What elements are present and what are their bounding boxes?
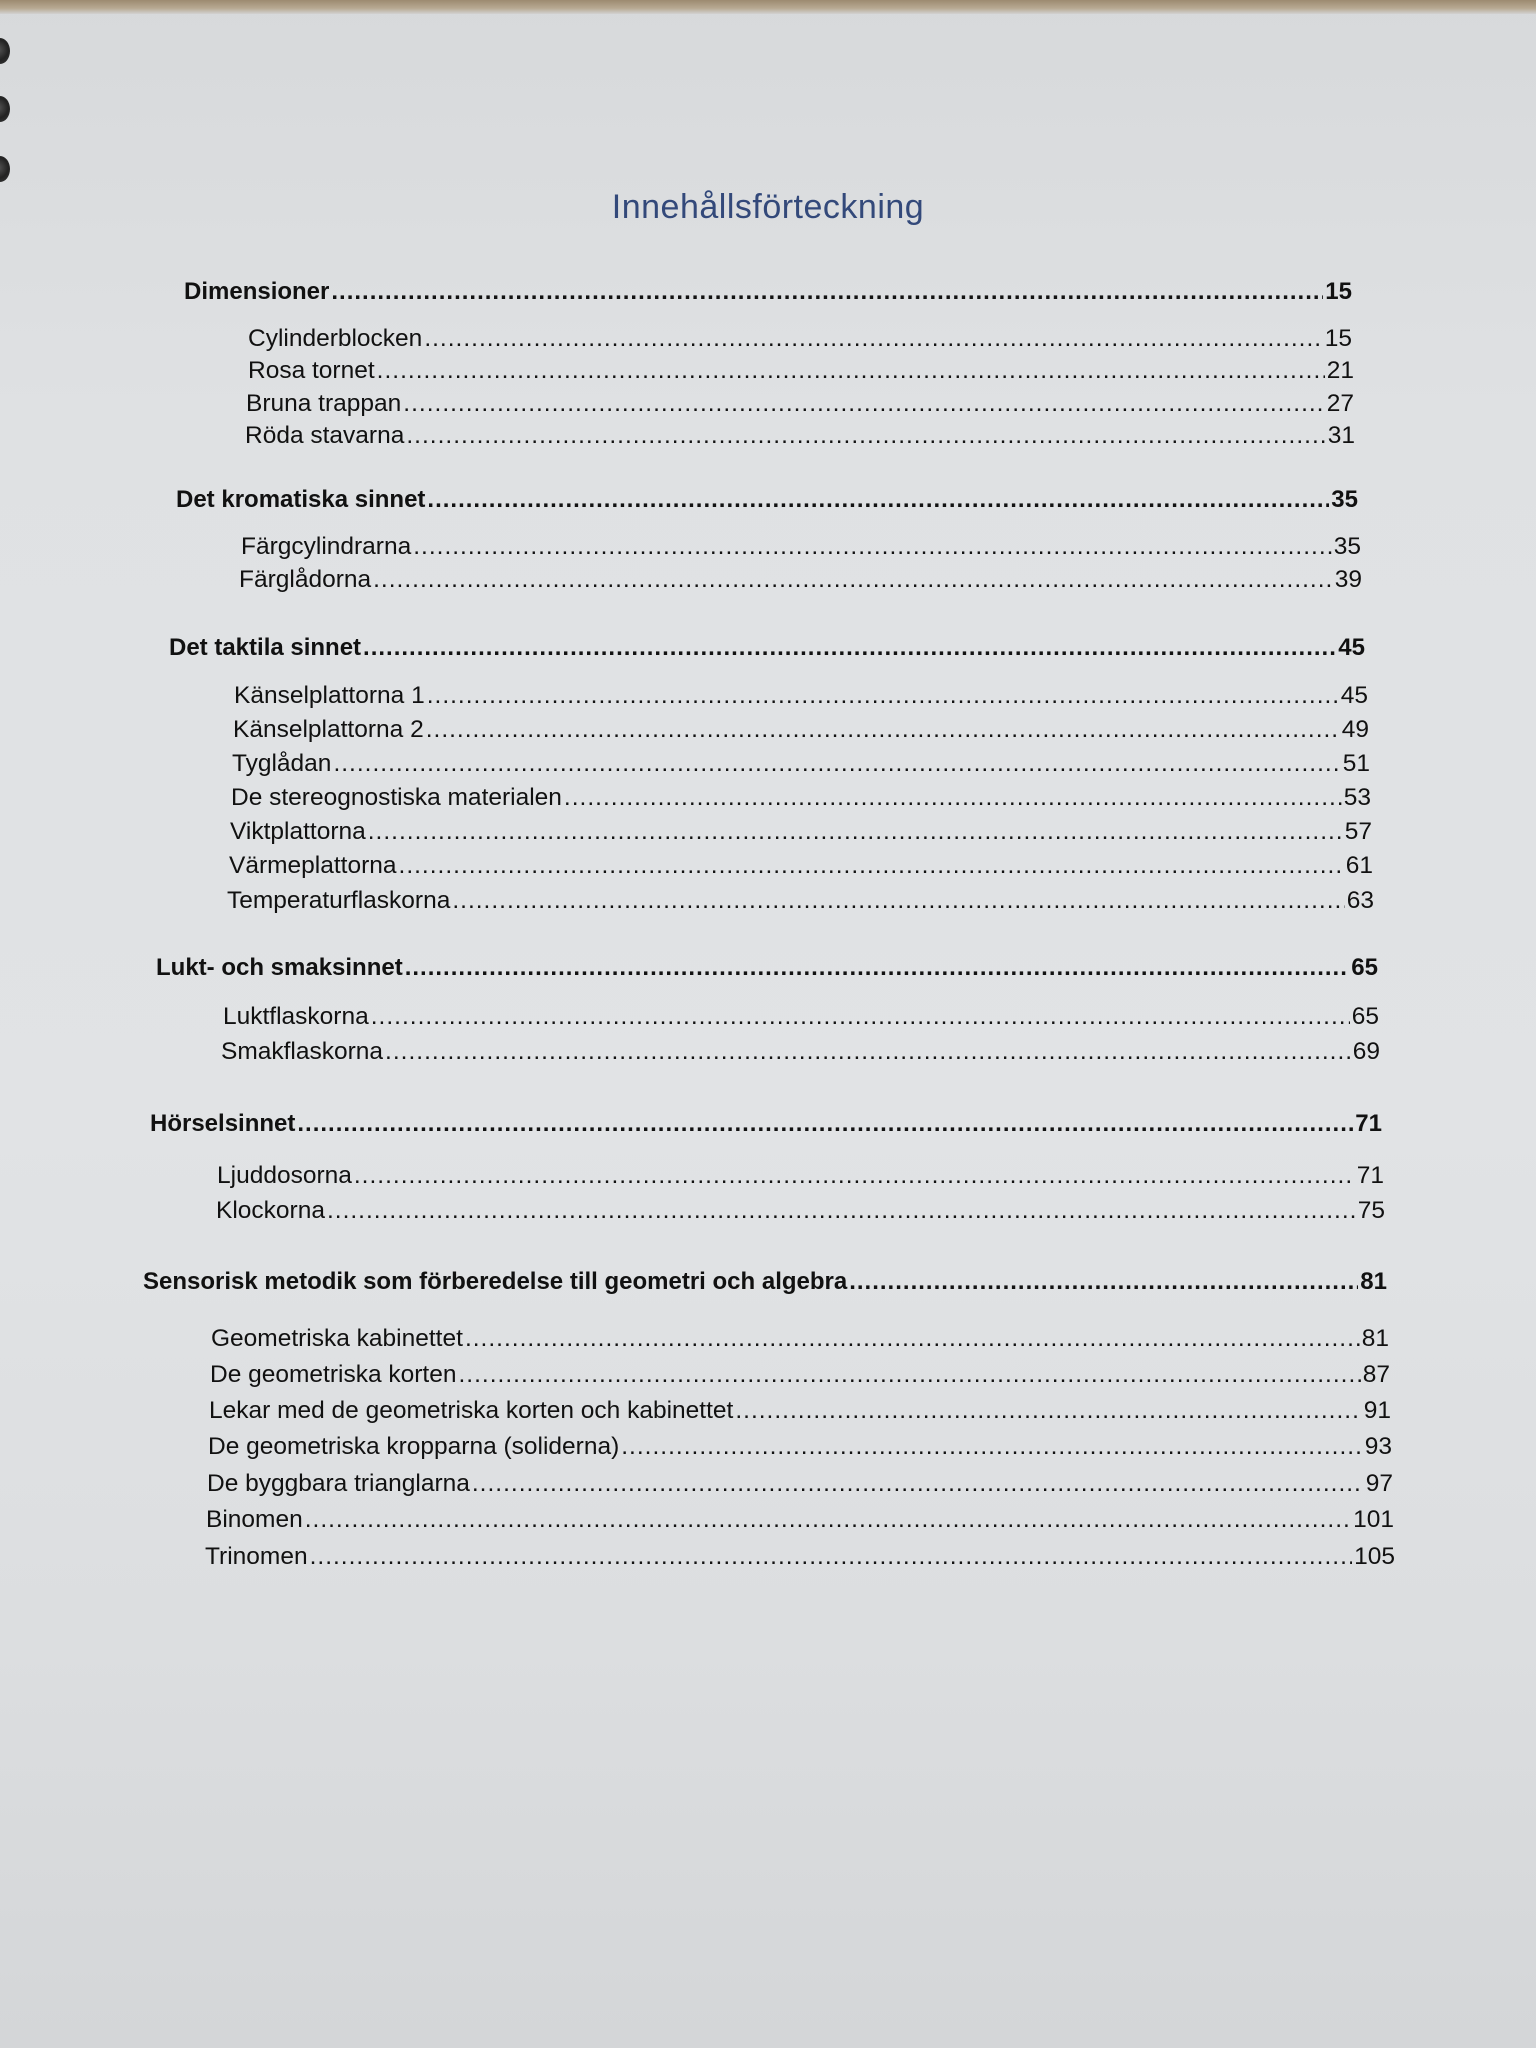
leader-dots xyxy=(472,1470,1364,1498)
toc-item-page: 45 xyxy=(1340,682,1368,709)
leader-dots xyxy=(424,325,1322,353)
leader-dots xyxy=(327,1197,1356,1225)
toc-section xyxy=(169,634,1365,662)
leader-dots xyxy=(368,818,1343,846)
toc-section xyxy=(143,1268,1387,1296)
toc-item-page: 51 xyxy=(1342,750,1370,777)
toc-item xyxy=(208,1433,1392,1461)
toc-section-label: Sensorisk metodik som förberedelse till geometri och algebra xyxy=(143,1268,848,1295)
toc-item xyxy=(234,682,1368,710)
toc-item-label: Färgcylindrarna xyxy=(241,533,412,560)
toc-section-page: 65 xyxy=(1351,954,1378,981)
toc-item xyxy=(245,422,1355,450)
toc-item-label: Tyglådan xyxy=(232,750,332,777)
toc-item-page: 27 xyxy=(1326,390,1354,417)
toc-item-label: Färglådorna xyxy=(239,566,372,593)
toc-item xyxy=(232,750,1370,778)
leader-dots xyxy=(406,422,1325,450)
toc-section-label: Det kromatiska sinnet xyxy=(176,486,426,513)
toc-item xyxy=(227,887,1374,915)
leader-dots xyxy=(373,566,1333,594)
leader-dots xyxy=(621,1433,1362,1461)
leader-dots xyxy=(305,1506,1351,1534)
leader-dots xyxy=(371,1003,1350,1031)
toc-item-page: 53 xyxy=(1343,784,1371,811)
leader-dots xyxy=(849,1268,1358,1296)
leader-dots xyxy=(405,954,1350,982)
leader-dots xyxy=(452,887,1344,915)
toc-item-page: 31 xyxy=(1327,422,1355,449)
leader-dots xyxy=(564,784,1342,812)
toc-item xyxy=(216,1197,1385,1225)
toc-item-page: 101 xyxy=(1353,1506,1394,1533)
leader-dots xyxy=(377,357,1325,385)
toc-section-page: 81 xyxy=(1360,1268,1387,1295)
toc-item-page: 75 xyxy=(1357,1197,1385,1224)
leader-dots xyxy=(333,750,1340,778)
toc-item-label: Temperaturflaskorna xyxy=(227,887,451,914)
leader-dots xyxy=(354,1162,1355,1190)
toc-item-page: 87 xyxy=(1362,1361,1390,1388)
toc-item-page: 21 xyxy=(1326,357,1354,384)
leader-dots xyxy=(426,716,1340,744)
toc-item-page: 63 xyxy=(1346,887,1374,914)
toc-section-label: Dimensioner xyxy=(184,278,330,305)
toc-item xyxy=(248,325,1352,353)
toc-item-label: Bruna trappan xyxy=(246,390,402,417)
toc-item-label: Värmeplattorna xyxy=(229,852,397,879)
toc-item xyxy=(246,390,1354,418)
toc-item-label: Lekar med de geometriska korten och kabinettet xyxy=(209,1397,734,1424)
toc-item xyxy=(221,1038,1380,1066)
toc-item-page: 57 xyxy=(1344,818,1372,845)
toc-item-page: 15 xyxy=(1324,325,1352,352)
toc-item xyxy=(206,1506,1394,1534)
toc-item xyxy=(239,566,1362,594)
toc-item-label: Trinomen xyxy=(205,1543,308,1570)
toc-section xyxy=(184,278,1352,306)
leader-dots xyxy=(427,486,1329,514)
toc-item-label: Röda stavarna xyxy=(245,422,405,449)
toc-item xyxy=(248,357,1354,385)
toc-item-page: 91 xyxy=(1363,1397,1391,1424)
toc-section-page: 15 xyxy=(1325,278,1352,305)
toc-item-label: Smakflaskorna xyxy=(221,1038,384,1065)
toc-item-page: 97 xyxy=(1365,1470,1393,1497)
leader-dots xyxy=(331,278,1323,306)
toc-item-label: Klockorna xyxy=(216,1197,325,1224)
toc-item-page: 65 xyxy=(1351,1003,1379,1030)
toc-item-page: 81 xyxy=(1361,1325,1389,1352)
toc-section xyxy=(150,1110,1382,1138)
toc-item-label: Luktflaskorna xyxy=(223,1003,369,1030)
toc-title: Innehållsförteckning xyxy=(611,188,925,226)
leader-dots xyxy=(403,390,1324,418)
toc-item-label: Känselplattorna 2 xyxy=(233,716,424,743)
toc-item-label: Rosa tornet xyxy=(248,357,375,384)
leader-dots xyxy=(735,1397,1361,1425)
toc-item-label: De geometriska kropparna (soliderna) xyxy=(208,1433,620,1460)
toc-item-page: 93 xyxy=(1364,1433,1392,1460)
toc-item xyxy=(207,1470,1393,1498)
toc-item-page: 39 xyxy=(1334,566,1362,593)
table-edge xyxy=(0,0,1536,14)
toc-section-page: 71 xyxy=(1355,1110,1382,1137)
toc-item-label: Känselplattorna 1 xyxy=(234,682,425,709)
leader-dots xyxy=(310,1543,1353,1571)
toc-item xyxy=(231,784,1371,812)
toc-item xyxy=(209,1397,1391,1425)
toc-item xyxy=(241,533,1361,561)
toc-item xyxy=(210,1361,1390,1389)
toc-item-label: Geometriska kabinettet xyxy=(211,1325,463,1352)
leader-dots xyxy=(427,682,1339,710)
toc-item xyxy=(233,716,1369,744)
binder-hole xyxy=(0,38,10,64)
toc-section-label: Lukt- och smaksinnet xyxy=(156,954,403,981)
toc-item-page: 69 xyxy=(1352,1038,1380,1065)
toc-section xyxy=(176,486,1358,514)
toc-item-label: De geometriska korten xyxy=(210,1361,457,1388)
leader-dots xyxy=(465,1325,1360,1353)
toc-item xyxy=(217,1162,1384,1190)
toc-item-page: 61 xyxy=(1345,852,1373,879)
toc-item-label: Viktplattorna xyxy=(230,818,366,845)
toc-item-page: 71 xyxy=(1356,1162,1384,1189)
toc-item-page: 105 xyxy=(1354,1543,1395,1570)
toc-item-page: 49 xyxy=(1341,716,1369,743)
toc-item-label: De stereognostiska materialen xyxy=(231,784,562,811)
leader-dots xyxy=(297,1110,1353,1138)
toc-item xyxy=(211,1325,1389,1353)
toc-item-label: Ljuddosorna xyxy=(217,1162,352,1189)
toc-item xyxy=(223,1003,1379,1031)
toc-item-page: 35 xyxy=(1333,533,1361,560)
binder-hole xyxy=(0,156,10,182)
toc-item xyxy=(205,1543,1395,1571)
leader-dots xyxy=(458,1361,1360,1389)
leader-dots xyxy=(413,533,1332,561)
toc-item-label: De byggbara trianglarna xyxy=(207,1470,470,1497)
leader-dots xyxy=(399,852,1344,880)
toc-item xyxy=(229,852,1373,880)
toc-section-page: 35 xyxy=(1331,486,1358,513)
leader-dots xyxy=(385,1038,1351,1066)
toc-section-label: Hörselsinnet xyxy=(150,1110,296,1137)
binder-hole xyxy=(0,96,10,122)
toc-item xyxy=(230,818,1372,846)
toc-section xyxy=(156,954,1378,982)
toc-item-label: Binomen xyxy=(206,1506,303,1533)
leader-dots xyxy=(363,634,1336,662)
toc-section-page: 45 xyxy=(1338,634,1365,661)
toc-item-label: Cylinderblocken xyxy=(248,325,423,352)
toc-section-label: Det taktila sinnet xyxy=(169,634,362,661)
